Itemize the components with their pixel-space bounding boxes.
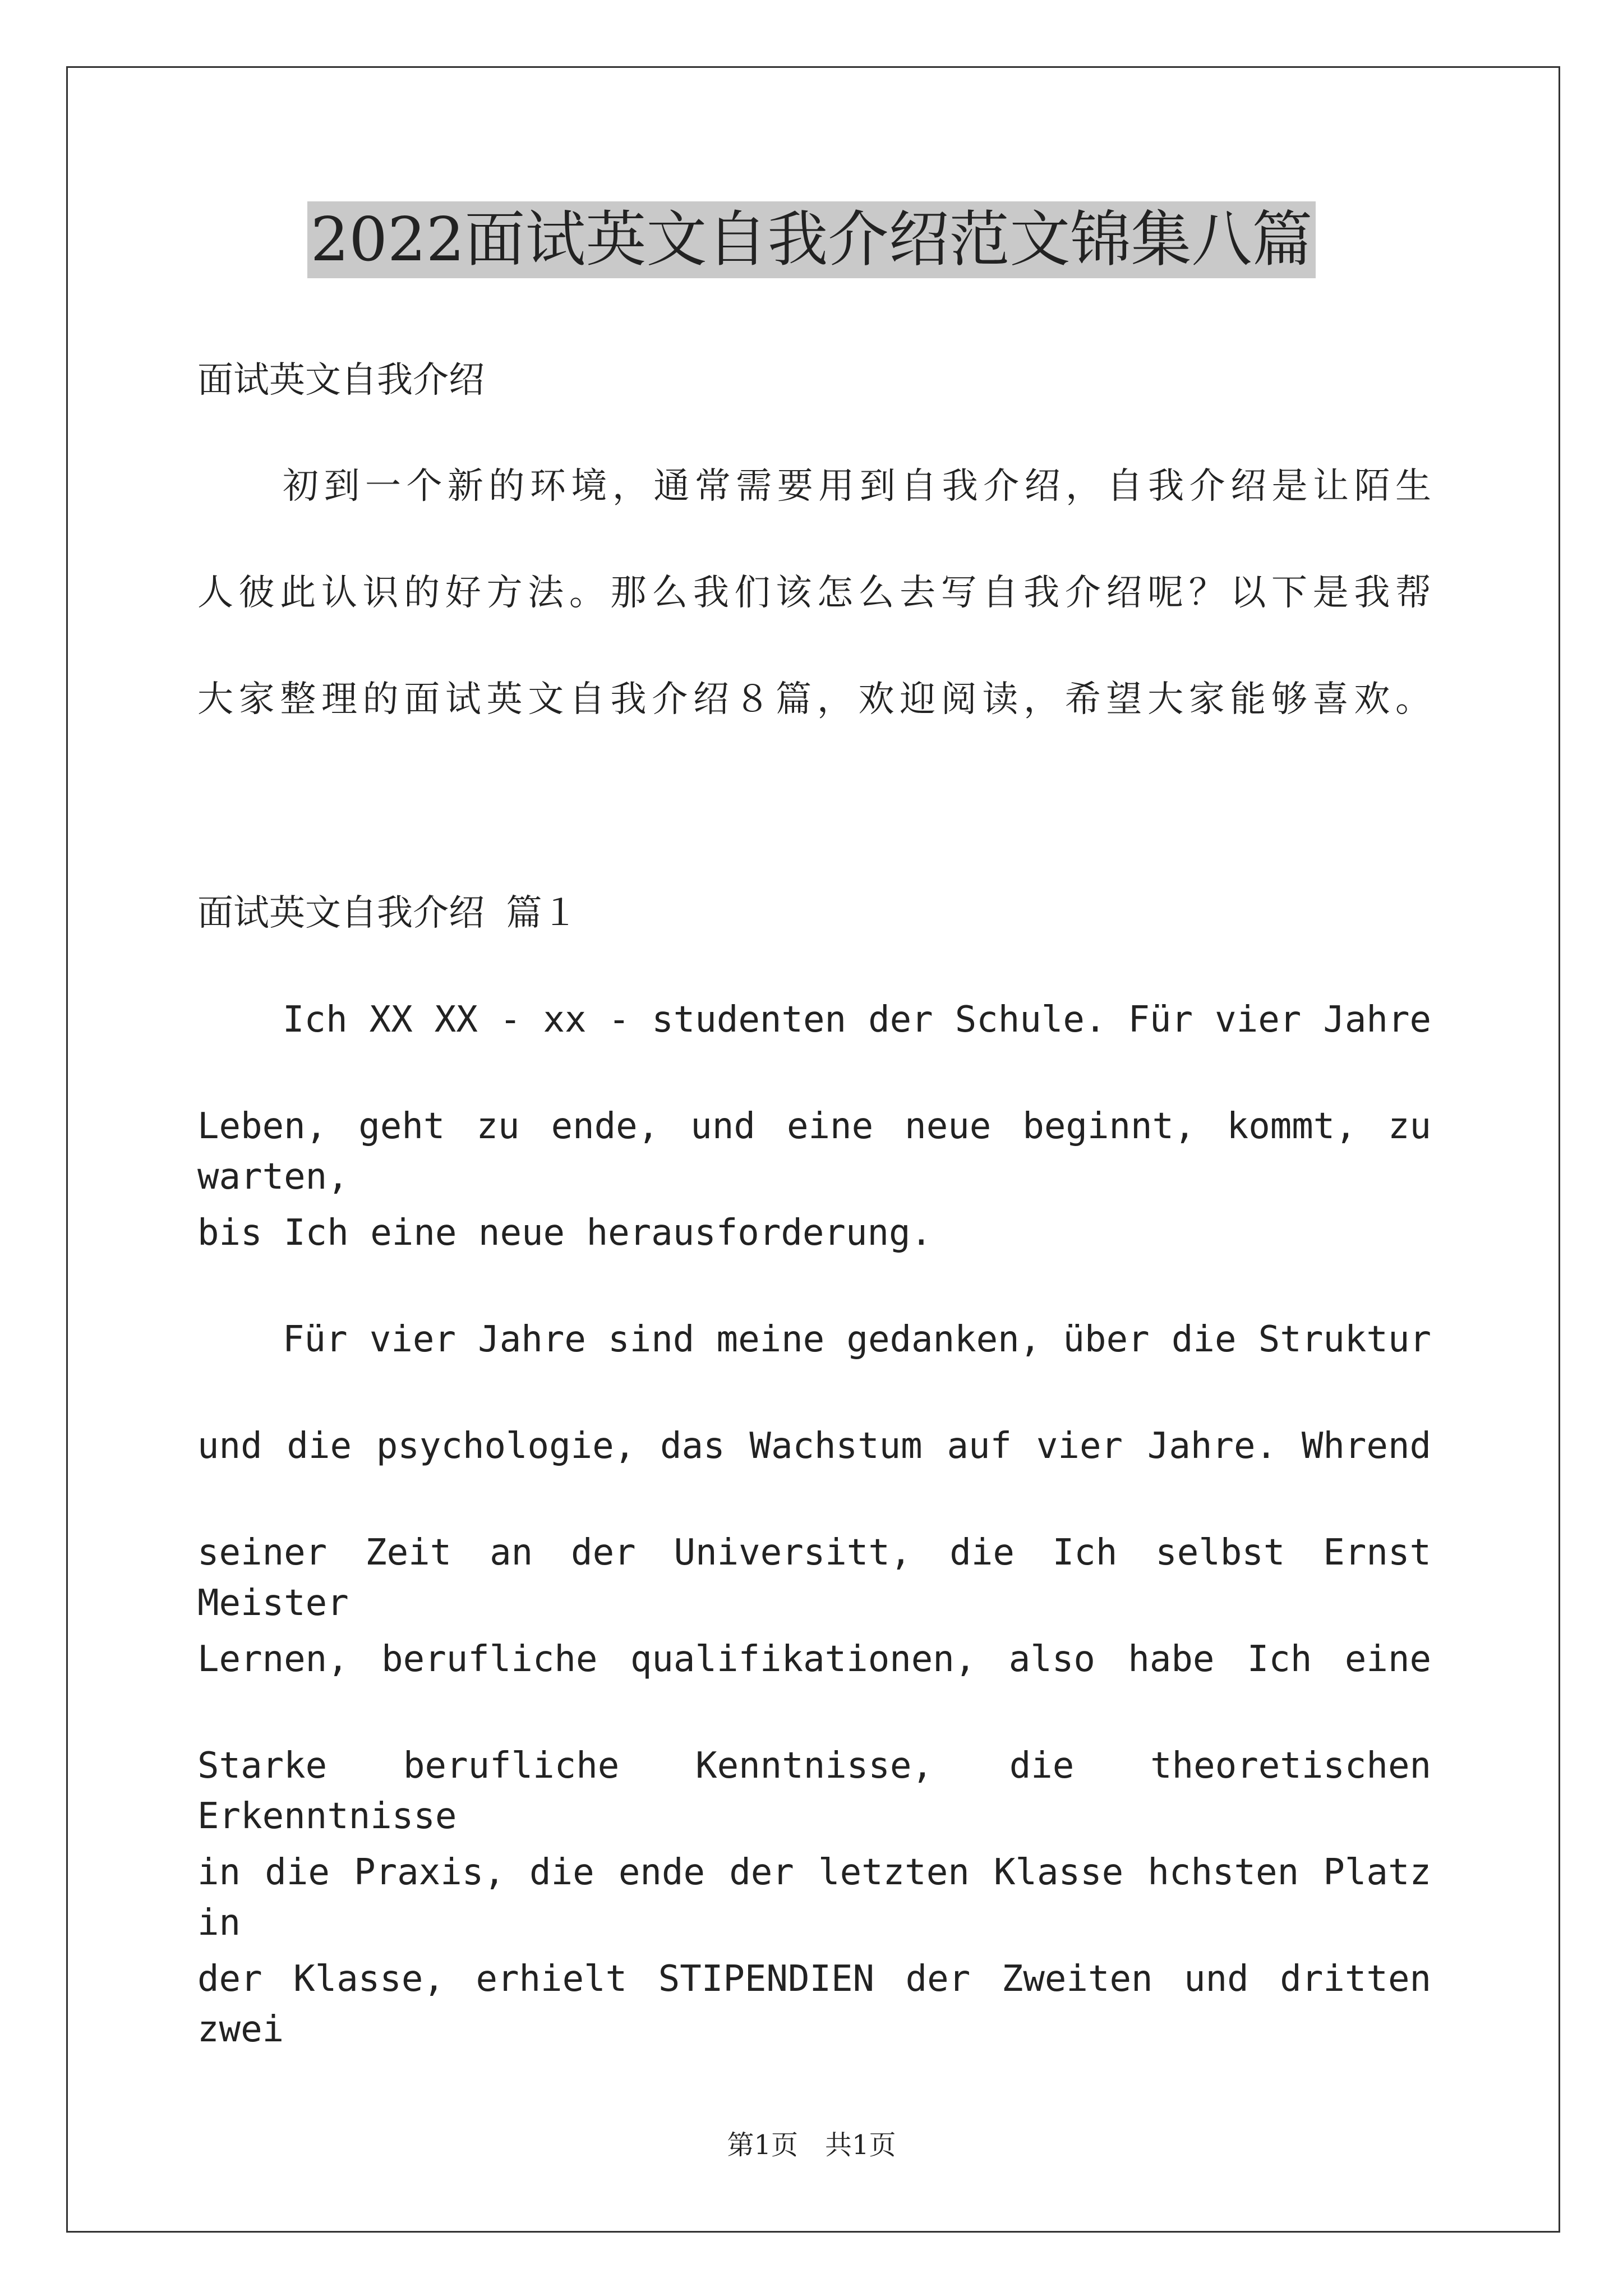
page-number-total: 共1页 [825, 2129, 896, 2161]
paragraph-line: Ich XX XX - xx - studenten der Schule. Für vier Jahre [283, 999, 1431, 1041]
paragraph-line: 初到一个新的环境，通常需要用到自我介绍，自我介绍是让陌生 [283, 466, 1431, 507]
paragraph-line: und die psychologie, das Wachstum auf vier Jahre. Whrend [197, 1425, 1431, 1467]
section-heading-intro: 面试英文自我介绍 [197, 360, 485, 401]
document-title [0, 201, 1623, 279]
paragraph-line: bis Ich eine neue herausforderung. [197, 1212, 933, 1254]
paragraph-line: Lernen, berufliche qualifikationen, also habe Ich eine [197, 1639, 1431, 1680]
page-number-current: 第1页 [727, 2129, 798, 2161]
paragraph-line: in die Praxis, die ende der letzten Klasse hchsten Platz in [197, 1852, 1431, 1944]
paragraph-line: Leben, geht zu ende, und eine neue beginnt, kommt, zu warten, [197, 1106, 1431, 1198]
paragraph-line: Für vier Jahre sind meine gedanken, über die Struktur [283, 1319, 1431, 1360]
paragraph-line: 大家整理的面试英文自我介绍８篇，欢迎阅读，希望大家能够喜欢。 [197, 679, 1431, 720]
paragraph-line: 人彼此认识的好方法。那么我们该怎么去写自我介绍呢？以下是我帮 [197, 572, 1431, 614]
paragraph-line: seiner Zeit an der Universitt, die Ich selbst Ernst Meister [197, 1532, 1431, 1624]
document-title-text: 2022面试英文自我介绍范文锦集八篇 [307, 201, 1316, 278]
paragraph-line: Starke berufliche Kenntnisse, die theoretischen Erkenntnisse [197, 1745, 1431, 1837]
page-footer [0, 2128, 1623, 2162]
paragraph-line: der Klasse, erhielt STIPENDIEN der Zweiten und dritten zwei [197, 1958, 1431, 2050]
section-heading-part-1: 面试英文自我介绍 篇１ [197, 892, 578, 934]
